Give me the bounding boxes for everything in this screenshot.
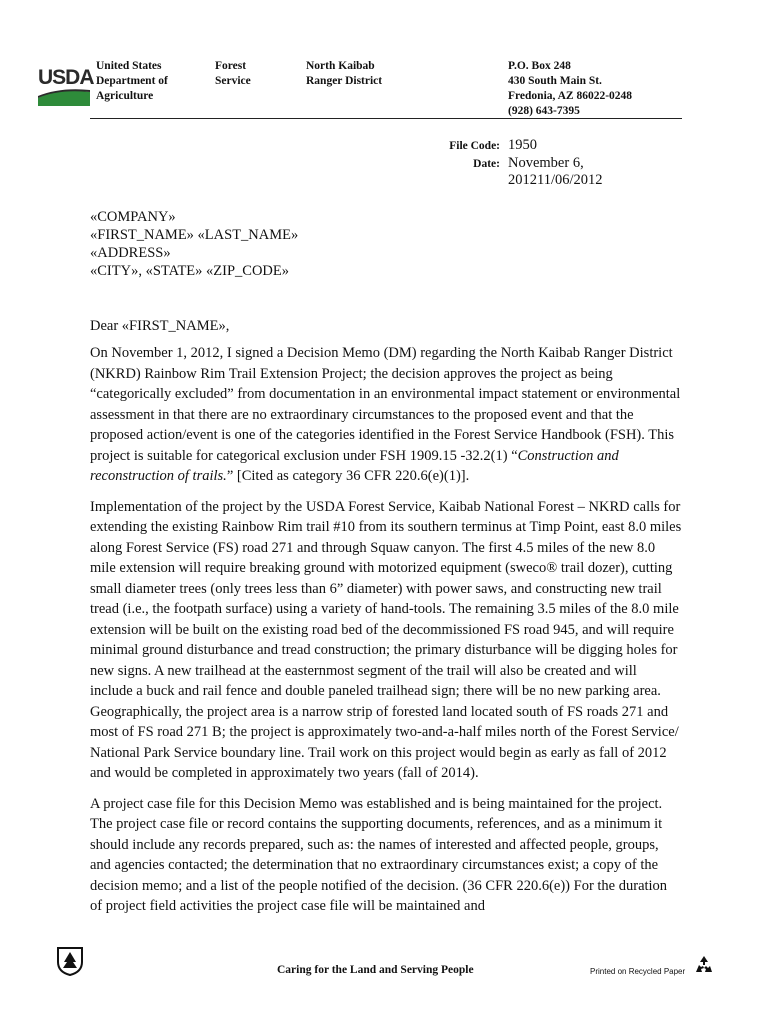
footer-motto: Caring for the Land and Serving People (277, 964, 474, 976)
recipient-address (90, 208, 298, 280)
usda-logo (38, 66, 94, 106)
salutation: Dear «FIRST_NAME», (90, 318, 230, 334)
paragraph-3: A project case file for this Decision Memo was established and is being maintained for the project. The project case file or record contains the supporting documents, references, and as a minimum it should include any records prepared, such as: the names of interested and affected people, groups, and agencies contacted; the determination that no extraordinary circumstances exist; a copy of the decision memo; and a list of the people notified of the decision. (36 CFR 220.6(e)) For the duration of project field activities the project case file will be maintained and (90, 795, 668, 914)
recycle-icon (693, 954, 715, 976)
usda-logo-swoosh-icon (38, 88, 90, 106)
file-code-value: 1950 (508, 137, 537, 153)
recipient-street: «ADDRESS» (90, 245, 171, 261)
paragraph-2: Implementation of the project by the USDA Forest Service, Kaibab National Forest – NKRD calls for extending the existing Rainbow Rim trail #10 from its southern terminus at Timp Point, east 8.0 miles along Forest Service (FS) road 271 and through Squaw canyon. The first 4.5 miles of the new 8.0 mile extension will require breaking ground with motorized equipment (sweco® trail dozer), cutting small diameter trees (only trees less than 6” diameter) with power saws, and constructing new trail tread (i.e., the footpath surface) using a variety of hand-tools. The remaining 3.5 miles of the 8.0 mile extension will be built on the existing road bed of the decommissioned FS road 945, and will require minimal ground disturbance and tread construction; the primary disturbance will be digging holes for new signs. A new trailhead at the easternmost segment of the trail will also be created and will include a buck and rail fence and double paneled trailhead sign; there will be no new parking area. Geographically, the project area is a narrow strip of forested land located south of FS roads 271 and most of FS road 271 B; the project is approximately two-and-a-half miles north of the Forest Service/ National Park Service boundary line. Trail work on this project would begin as early as fall of 2012 and would be completed in approximately two years (fall of 2014). (90, 498, 682, 781)
date-label: Date: (473, 158, 500, 170)
paragraph-1-a: On November 1, 2012, I signed a Decision Memo (DM) regarding the North Kaibab Ranger District (NKRD) Rainbow Rim Trail Extension Project; the decision approves the project as being “categorically excluded” from documentation in an environmental impact statement or environmental assessment in that there are no extraordinary circumstances to the proposed event and that the proposed action/event is one of the categories identified in the Forest Service Handbook (FSH). This project is suitable for categorical exclusion under FSH 1909.15 -32.2(1) “ (90, 345, 681, 464)
paragraph-1-b: ” [Cited as category 36 CFR 220.6(e)(1)]. (226, 468, 470, 484)
agency-name: Forest Service (215, 60, 251, 87)
date-value-line1: November 6, (508, 155, 584, 171)
recipient-name: «FIRST_NAME» «LAST_NAME» (90, 227, 299, 243)
header-rule (90, 118, 682, 119)
date-value-line2: 201211/06/2012 (508, 172, 603, 188)
district-name: North Kaibab Ranger District (306, 60, 383, 87)
file-code-label: File Code: (449, 140, 500, 152)
dept-name: United States Department of Agriculture (96, 60, 168, 102)
paragraph-1 (90, 343, 682, 487)
recipient-company: «COMPANY» (90, 209, 176, 225)
usda-logo-text: USDA (38, 66, 94, 89)
forest-service-shield-icon (56, 946, 84, 976)
office-address: P.O. Box 248 430 South Main St. Fredonia, AZ 86022-0248 (928) 643-7395 (508, 60, 633, 117)
date-value (508, 155, 603, 189)
letter-body (90, 343, 682, 927)
paragraph-1-italic: Construction and reconstruction of trails. (90, 447, 619, 484)
recipient-city-state-zip: «CITY», «STATE» «ZIP_CODE» (90, 263, 290, 279)
recycled-note: Printed on Recycled Paper (590, 967, 686, 976)
